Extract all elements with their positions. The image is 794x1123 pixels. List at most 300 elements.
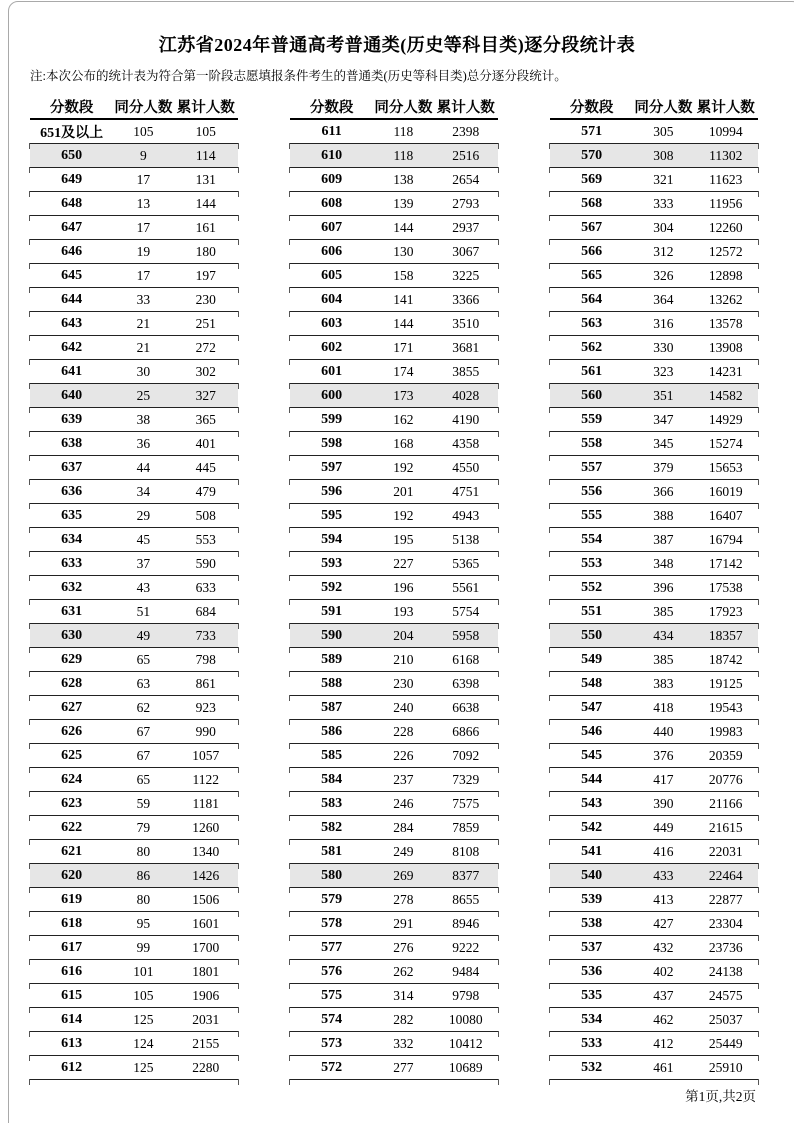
score-range: 546 — [581, 723, 603, 739]
same-score-count: 99 — [136, 939, 151, 955]
table-row — [290, 744, 498, 768]
cumulative-count: 5365 — [452, 555, 480, 571]
table-row — [290, 192, 498, 216]
cumulative-count: 508 — [195, 507, 216, 523]
score-range: 640 — [61, 387, 83, 403]
table-row — [30, 888, 238, 912]
same-score-count: 67 — [136, 723, 151, 739]
table-row — [290, 912, 498, 936]
score-range: 601 — [321, 363, 343, 379]
cumulative-count: 7329 — [452, 771, 480, 787]
same-score-count: 277 — [393, 1059, 414, 1075]
table-row — [30, 1032, 238, 1056]
score-range: 561 — [581, 363, 603, 379]
score-range: 613 — [61, 1035, 83, 1051]
score-range: 637 — [61, 459, 83, 475]
same-score-count: 105 — [133, 987, 154, 1003]
same-score-count: 282 — [393, 1011, 414, 1027]
cumulative-count: 2280 — [192, 1059, 220, 1075]
table-row — [290, 792, 498, 816]
same-score-count: 79 — [136, 819, 151, 835]
same-score-count: 80 — [136, 891, 151, 907]
cumulative-count: 6638 — [452, 699, 480, 715]
score-range: 621 — [61, 843, 83, 859]
score-range: 558 — [581, 435, 603, 451]
score-range: 543 — [581, 795, 603, 811]
table-row — [550, 288, 758, 312]
score-range: 547 — [581, 699, 603, 715]
score-range: 624 — [61, 771, 83, 787]
table-row — [30, 288, 238, 312]
cumulative-count: 10412 — [448, 1035, 483, 1051]
same-score-count: 105 — [133, 123, 154, 139]
cumulative-count: 11302 — [709, 147, 743, 163]
score-range: 627 — [61, 699, 83, 715]
cumulative-count: 114 — [195, 147, 216, 163]
cumulative-count: 4358 — [452, 435, 480, 451]
score-range: 639 — [61, 411, 83, 427]
score-range: 576 — [321, 963, 343, 979]
score-range: 616 — [61, 963, 83, 979]
cumulative-count: 15653 — [708, 459, 743, 475]
same-score-count: 345 — [653, 435, 674, 451]
table-row — [290, 240, 498, 264]
same-score-count: 304 — [653, 219, 674, 235]
same-score-count: 25 — [136, 387, 151, 403]
cumulative-count: 684 — [195, 603, 216, 619]
cumulative-count: 9798 — [452, 987, 480, 1003]
same-score-count: 449 — [653, 819, 674, 835]
cumulative-count: 13578 — [708, 315, 743, 331]
cumulative-count: 12260 — [708, 219, 743, 235]
cumulative-count: 3510 — [452, 315, 480, 331]
cumulative-count: 1057 — [192, 747, 220, 763]
cumulative-count: 5754 — [452, 603, 480, 619]
table-row — [550, 624, 758, 648]
same-score-count: 437 — [653, 987, 674, 1003]
cumulative-count: 1122 — [192, 771, 219, 787]
same-score-count: 312 — [653, 243, 674, 259]
score-range: 651及以上 — [40, 125, 104, 141]
table-row — [290, 960, 498, 984]
same-score-count: 67 — [136, 747, 151, 763]
cumulative-count: 7575 — [452, 795, 480, 811]
table-row — [290, 576, 498, 600]
score-range: 532 — [581, 1059, 603, 1075]
cumulative-count: 8377 — [452, 867, 480, 883]
same-score-count: 21 — [136, 339, 151, 355]
cumulative-count: 10994 — [708, 123, 743, 139]
same-score-count: 118 — [393, 147, 414, 163]
same-score-count: 21 — [136, 315, 151, 331]
table-row — [550, 192, 758, 216]
table-row — [550, 912, 758, 936]
score-range: 611 — [321, 123, 342, 139]
score-range: 638 — [61, 435, 83, 451]
table-row — [30, 600, 238, 624]
same-score-count: 80 — [136, 843, 151, 859]
table-row — [30, 552, 238, 576]
same-score-count: 332 — [393, 1035, 414, 1051]
column-header-score: 分数段 — [569, 100, 614, 116]
same-score-count: 125 — [133, 1011, 154, 1027]
score-range: 642 — [61, 339, 83, 355]
same-score-count: 262 — [393, 963, 414, 979]
same-score-count: 49 — [136, 627, 151, 643]
same-score-count: 388 — [653, 507, 674, 523]
score-range: 609 — [321, 171, 343, 187]
score-range: 563 — [581, 315, 603, 331]
cumulative-count: 798 — [195, 651, 216, 667]
same-score-count: 204 — [393, 627, 414, 643]
cumulative-count: 479 — [195, 483, 216, 499]
cumulative-count: 10689 — [448, 1059, 483, 1075]
table-row — [30, 672, 238, 696]
table-row — [30, 624, 238, 648]
score-range: 541 — [581, 843, 603, 859]
table-row — [290, 144, 498, 168]
table-row — [290, 648, 498, 672]
score-range: 620 — [61, 867, 83, 883]
score-range: 568 — [581, 195, 603, 211]
same-score-count: 348 — [653, 555, 674, 571]
score-range: 581 — [321, 843, 343, 859]
score-range: 553 — [581, 555, 603, 571]
cumulative-count: 22877 — [708, 891, 743, 907]
table-row — [290, 672, 498, 696]
table-row — [290, 984, 498, 1008]
cumulative-count: 9222 — [452, 939, 480, 955]
cumulative-count: 23736 — [708, 939, 743, 955]
same-score-count: 364 — [653, 291, 674, 307]
same-score-count: 210 — [393, 651, 414, 667]
cumulative-count: 401 — [195, 435, 216, 451]
cumulative-count: 923 — [195, 699, 216, 715]
table-row — [30, 336, 238, 360]
same-score-count: 351 — [653, 387, 674, 403]
table-row — [30, 576, 238, 600]
cumulative-count: 1801 — [192, 963, 220, 979]
same-score-count: 308 — [653, 147, 674, 163]
table-row — [290, 456, 498, 480]
same-score-count: 416 — [653, 843, 674, 859]
score-range: 582 — [321, 819, 343, 835]
cumulative-count: 23304 — [708, 915, 743, 931]
same-score-count: 118 — [393, 123, 414, 139]
table-row — [290, 552, 498, 576]
cumulative-count: 180 — [195, 243, 216, 259]
cumulative-count: 2155 — [192, 1035, 220, 1051]
cumulative-count: 7859 — [452, 819, 480, 835]
table-row — [550, 744, 758, 768]
column-header-cumulative: 累计人数 — [696, 100, 755, 116]
table-row — [290, 360, 498, 384]
column-header-same-count: 同分人数 — [634, 100, 693, 116]
table-row — [550, 384, 758, 408]
score-range: 552 — [581, 579, 603, 595]
same-score-count: 162 — [393, 411, 414, 427]
score-range: 644 — [61, 291, 83, 307]
table-row — [290, 336, 498, 360]
cumulative-count: 2398 — [452, 123, 480, 139]
cumulative-count: 17538 — [708, 579, 743, 595]
table-row — [30, 1008, 238, 1032]
same-score-count: 314 — [393, 987, 414, 1003]
same-score-count: 139 — [393, 195, 414, 211]
score-range: 630 — [61, 627, 83, 643]
same-score-count: 45 — [136, 531, 151, 547]
score-range: 565 — [581, 267, 603, 283]
score-range: 597 — [321, 459, 343, 475]
score-range: 542 — [581, 819, 603, 835]
score-range: 545 — [581, 747, 603, 763]
cumulative-count: 19125 — [708, 675, 743, 691]
cumulative-count: 4943 — [452, 507, 480, 523]
same-score-count: 385 — [653, 603, 674, 619]
score-range: 560 — [581, 387, 603, 403]
note-text: 注:本次公布的统计表为符合第一阶段志愿填报条件考生的普通类(历史等科目类)总分逐分段统计。 — [30, 69, 567, 83]
cumulative-count: 3681 — [452, 339, 480, 355]
score-range: 596 — [321, 483, 343, 499]
same-score-count: 173 — [393, 387, 414, 403]
same-score-count: 63 — [136, 675, 151, 691]
same-score-count: 124 — [133, 1035, 154, 1051]
cumulative-count: 2793 — [452, 195, 480, 211]
table-row — [290, 312, 498, 336]
same-score-count: 227 — [393, 555, 414, 571]
table-row — [290, 864, 498, 888]
cumulative-count: 2516 — [452, 147, 480, 163]
table-header-row — [30, 95, 238, 120]
table-row — [290, 528, 498, 552]
table-row — [30, 1056, 238, 1080]
table-row — [550, 264, 758, 288]
same-score-count: 174 — [393, 363, 414, 379]
score-range: 634 — [61, 531, 83, 547]
same-score-count: 402 — [653, 963, 674, 979]
table-row — [30, 744, 238, 768]
score-range: 534 — [581, 1011, 603, 1027]
table-row — [290, 264, 498, 288]
cumulative-count: 24575 — [708, 987, 743, 1003]
same-score-count: 413 — [653, 891, 674, 907]
score-range: 580 — [321, 867, 343, 883]
table-row — [550, 600, 758, 624]
table-row — [290, 504, 498, 528]
cumulative-count: 20776 — [708, 771, 743, 787]
table-row — [550, 240, 758, 264]
cumulative-count: 733 — [195, 627, 216, 643]
table-row — [290, 408, 498, 432]
cumulative-count: 1340 — [192, 843, 220, 859]
same-score-count: 228 — [393, 723, 414, 739]
same-score-count: 323 — [653, 363, 674, 379]
cumulative-count: 197 — [195, 267, 216, 283]
cumulative-count: 25037 — [708, 1011, 743, 1027]
cumulative-count: 11956 — [709, 195, 743, 211]
score-table-2 — [290, 95, 498, 1080]
score-range: 548 — [581, 675, 603, 691]
same-score-count: 38 — [136, 411, 151, 427]
score-range: 577 — [321, 939, 343, 955]
table-row — [550, 360, 758, 384]
score-range: 619 — [61, 891, 83, 907]
cumulative-count: 25449 — [708, 1035, 743, 1051]
same-score-count: 432 — [653, 939, 674, 955]
score-table-3 — [550, 95, 758, 1080]
cumulative-count: 1700 — [192, 939, 220, 955]
score-range: 554 — [581, 531, 603, 547]
same-score-count: 130 — [393, 243, 414, 259]
table-row — [550, 984, 758, 1008]
same-score-count: 366 — [653, 483, 674, 499]
score-range: 626 — [61, 723, 83, 739]
cumulative-count: 22031 — [708, 843, 743, 859]
table-row — [550, 840, 758, 864]
table-row — [550, 720, 758, 744]
cumulative-count: 18357 — [708, 627, 743, 643]
cumulative-count: 1601 — [192, 915, 220, 931]
cumulative-count: 302 — [195, 363, 216, 379]
score-range: 625 — [61, 747, 83, 763]
score-range: 551 — [581, 603, 603, 619]
table-row — [290, 768, 498, 792]
same-score-count: 9 — [139, 147, 147, 163]
score-range: 549 — [581, 651, 603, 667]
same-score-count: 246 — [393, 795, 414, 811]
same-score-count: 347 — [653, 411, 674, 427]
score-range: 593 — [321, 555, 343, 571]
table-row — [550, 168, 758, 192]
table-row — [30, 264, 238, 288]
table-row — [550, 1008, 758, 1032]
table-row — [550, 648, 758, 672]
table-row — [30, 240, 238, 264]
table-row — [550, 864, 758, 888]
same-score-count: 36 — [136, 435, 151, 451]
same-score-count: 330 — [653, 339, 674, 355]
same-score-count: 138 — [393, 171, 414, 187]
cumulative-count: 5561 — [452, 579, 480, 595]
cumulative-count: 10080 — [448, 1011, 483, 1027]
same-score-count: 34 — [136, 483, 151, 499]
score-range: 573 — [321, 1035, 343, 1051]
cumulative-count: 12572 — [708, 243, 743, 259]
cumulative-count: 12898 — [708, 267, 743, 283]
cumulative-count: 1506 — [192, 891, 220, 907]
score-range: 587 — [321, 699, 343, 715]
score-range: 556 — [581, 483, 603, 499]
cumulative-count: 272 — [195, 339, 216, 355]
cumulative-count: 16794 — [708, 531, 743, 547]
score-range: 555 — [581, 507, 603, 523]
table-row — [550, 960, 758, 984]
table-row — [30, 648, 238, 672]
score-range: 544 — [581, 771, 603, 787]
cumulative-count: 22464 — [708, 867, 743, 883]
table-row — [550, 504, 758, 528]
table-row — [30, 312, 238, 336]
score-range: 610 — [321, 147, 343, 163]
cumulative-count: 1426 — [192, 867, 220, 883]
score-range: 537 — [581, 939, 603, 955]
cumulative-count: 14231 — [708, 363, 743, 379]
score-range: 646 — [61, 243, 83, 259]
cumulative-count: 144 — [195, 195, 216, 211]
same-score-count: 196 — [393, 579, 414, 595]
cumulative-count: 590 — [195, 555, 216, 571]
table-row — [290, 432, 498, 456]
table-row — [550, 456, 758, 480]
score-range: 631 — [61, 603, 83, 619]
tables-container — [0, 95, 794, 1080]
same-score-count: 101 — [133, 963, 154, 979]
same-score-count: 30 — [136, 363, 151, 379]
table-row — [290, 624, 498, 648]
same-score-count: 383 — [653, 675, 674, 691]
table-row — [550, 768, 758, 792]
same-score-count: 144 — [393, 219, 414, 235]
table-row — [30, 984, 238, 1008]
cumulative-count: 553 — [195, 531, 216, 547]
cumulative-count: 16407 — [708, 507, 743, 523]
same-score-count: 390 — [653, 795, 674, 811]
table-row — [290, 1056, 498, 1080]
score-range: 557 — [581, 459, 603, 475]
score-range: 569 — [581, 171, 603, 187]
table-row — [550, 120, 758, 144]
score-range: 592 — [321, 579, 343, 595]
page-number: 第1页,共2页 — [685, 1089, 756, 1104]
table-row — [30, 384, 238, 408]
table-row — [30, 696, 238, 720]
score-range: 589 — [321, 651, 343, 667]
same-score-count: 13 — [136, 195, 151, 211]
same-score-count: 86 — [136, 867, 151, 883]
same-score-count: 379 — [653, 459, 674, 475]
table-row — [290, 888, 498, 912]
table-header-row — [550, 95, 758, 120]
table-row — [550, 672, 758, 696]
score-range: 570 — [581, 147, 603, 163]
same-score-count: 43 — [136, 579, 151, 595]
table-row — [550, 216, 758, 240]
same-score-count: 418 — [653, 699, 674, 715]
table-row — [550, 816, 758, 840]
table-row — [290, 384, 498, 408]
score-range: 600 — [321, 387, 343, 403]
same-score-count: 305 — [653, 123, 674, 139]
same-score-count: 17 — [136, 267, 151, 283]
cumulative-count: 19983 — [708, 723, 743, 739]
cumulative-count: 990 — [195, 723, 216, 739]
cumulative-count: 6398 — [452, 675, 480, 691]
score-range: 602 — [321, 339, 343, 355]
column-header-score: 分数段 — [309, 100, 354, 116]
cumulative-count: 3366 — [452, 291, 480, 307]
table-row — [30, 192, 238, 216]
table-row — [30, 504, 238, 528]
same-score-count: 387 — [653, 531, 674, 547]
score-range: 588 — [321, 675, 343, 691]
table-row — [30, 720, 238, 744]
column-header-score: 分数段 — [49, 100, 94, 116]
same-score-count: 17 — [136, 171, 151, 187]
table-row — [30, 840, 238, 864]
same-score-count: 51 — [136, 603, 151, 619]
cumulative-count: 13908 — [708, 339, 743, 355]
cumulative-count: 105 — [195, 123, 216, 139]
